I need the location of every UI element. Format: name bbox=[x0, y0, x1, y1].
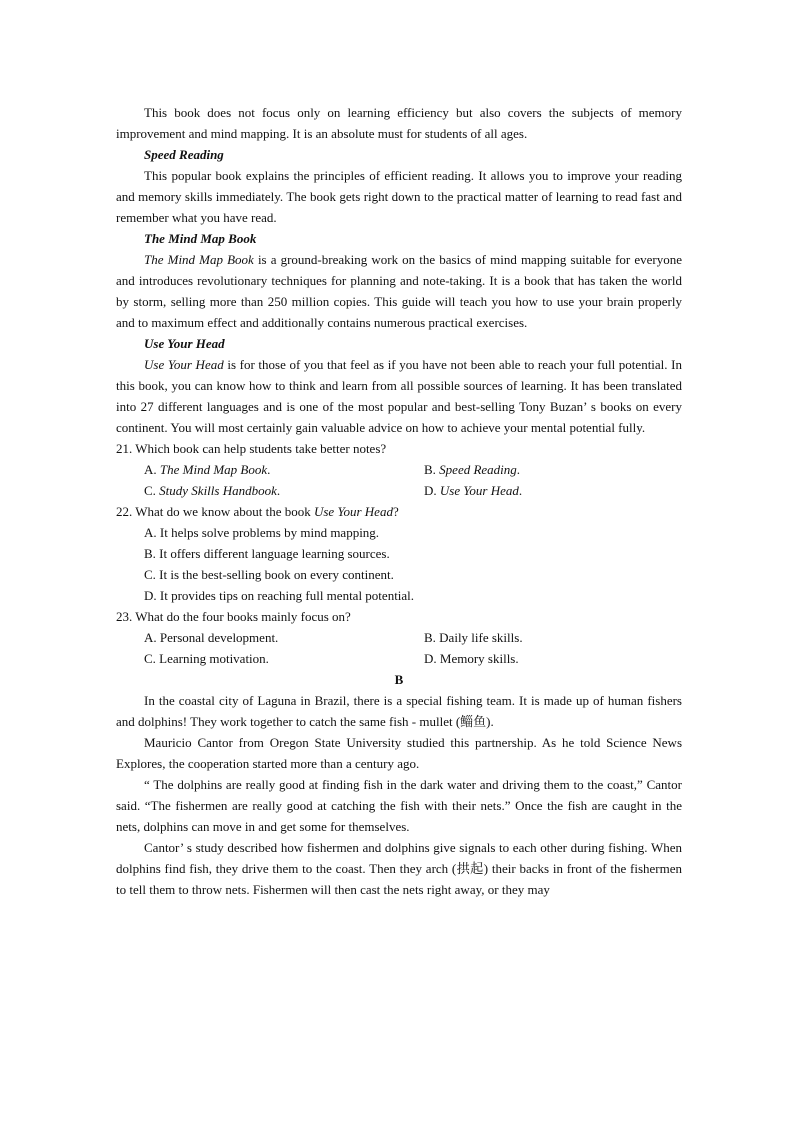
option-21-d: D. Use Your Head. bbox=[424, 483, 523, 498]
option-21-a: A. The Mind Map Book. bbox=[144, 462, 271, 477]
heading-mind-map-book: The Mind Map Book bbox=[144, 231, 257, 246]
question-22: 22. What do we know about the book Use Your Head? bbox=[116, 504, 399, 519]
options-row bbox=[116, 480, 682, 501]
option-22-d: D. It provides tips on reaching full mental potential. bbox=[144, 588, 415, 603]
paragraph-b-2: Mauricio Cantor from Oregon State University studied this partnership. As he told Science News Explores, the cooperation started more than a century ago. bbox=[116, 735, 682, 771]
option-21-c: C. Study Skills Handbook. bbox=[144, 483, 281, 498]
option-22-a: A. It helps solve problems by mind mapping. bbox=[144, 525, 380, 540]
paragraph-b-1: In the coastal city of Laguna in Brazil, there is a special fishing team. It is made up of human fishers and dolphins! They work together to catch the same fish - mullet (鲻鱼). bbox=[116, 693, 682, 729]
heading-speed-reading: Speed Reading bbox=[144, 147, 224, 162]
paragraph-b-3: “ The dolphins are really good at finding fish in the dark water and driving them to the coast,” Cantor said. “The fishermen are really good at catching the fish with their nets.” Once the fish are caught in the nets, dolphins can move in and get some for themselves. bbox=[116, 777, 682, 834]
option-23-b: B. Daily life skills. bbox=[424, 630, 523, 645]
heading-use-your-head: Use Your Head bbox=[144, 336, 225, 351]
question-21: 21. Which book can help students take better notes? bbox=[116, 441, 387, 456]
section-b-heading: B bbox=[394, 672, 404, 687]
option-23-d: D. Memory skills. bbox=[424, 651, 519, 666]
options-row bbox=[116, 627, 682, 648]
paragraph-intro: This book does not focus only on learning efficiency but also covers the subjects of memory improvement and mind mapping. It is an absolute must for students of all ages. bbox=[116, 105, 682, 141]
paragraph-text: is a ground-breaking work on the basics of mind mapping suitable for everyone and introduces revolutionary techniques for planning and note-taking. It is a book that has taken the world by storm, selling more than 250 million copies. This guide will teach you how to use your brain properly and to maximum effect and additionally contains numerous practical exercises. bbox=[116, 252, 683, 330]
options-row bbox=[116, 459, 682, 480]
paragraph-b-4: Cantor’ s study described how fishermen and dolphins give signals to each other during fishing. When dolphins find fish, they drive them to the coast. Then they arch (拱起) their backs in front of the fishermen to tell them to throw nets. Fishermen will then cast the nets right away, or they may bbox=[116, 840, 682, 897]
option-21-b: B. Speed Reading. bbox=[424, 462, 521, 477]
document-page bbox=[116, 102, 682, 900]
paragraph-text: is for those of you that feel as if you have not been able to reach your full potential. In this book, you can know how to think and learn from all possible sources of learning. It has been translated into 27 different languages and is one of the most popular and best-selling Tony Buzan’ s books on every continent. You will most certainly gain valuable advice on how to achieve your mental potential fully. bbox=[116, 357, 682, 435]
paragraph-mind-map-book bbox=[116, 249, 682, 333]
option-23-c: C. Learning motivation. bbox=[144, 651, 269, 666]
book-title: Use Your Head bbox=[144, 357, 224, 372]
book-title: The Mind Map Book bbox=[144, 252, 254, 267]
option-22-c: C. It is the best-selling book on every continent. bbox=[144, 567, 394, 582]
paragraph-speed-reading: This popular book explains the principles of efficient reading. It allows you to improve your reading and memory skills immediately. The book gets right down to the practical matter of learning to read fast and remember what you have read. bbox=[116, 168, 682, 225]
option-23-a: A. Personal development. bbox=[144, 630, 279, 645]
paragraph-use-your-head bbox=[116, 354, 682, 438]
options-row bbox=[116, 648, 682, 669]
question-23: 23. What do the four books mainly focus on? bbox=[116, 609, 351, 624]
option-22-b: B. It offers different language learning sources. bbox=[144, 546, 390, 561]
